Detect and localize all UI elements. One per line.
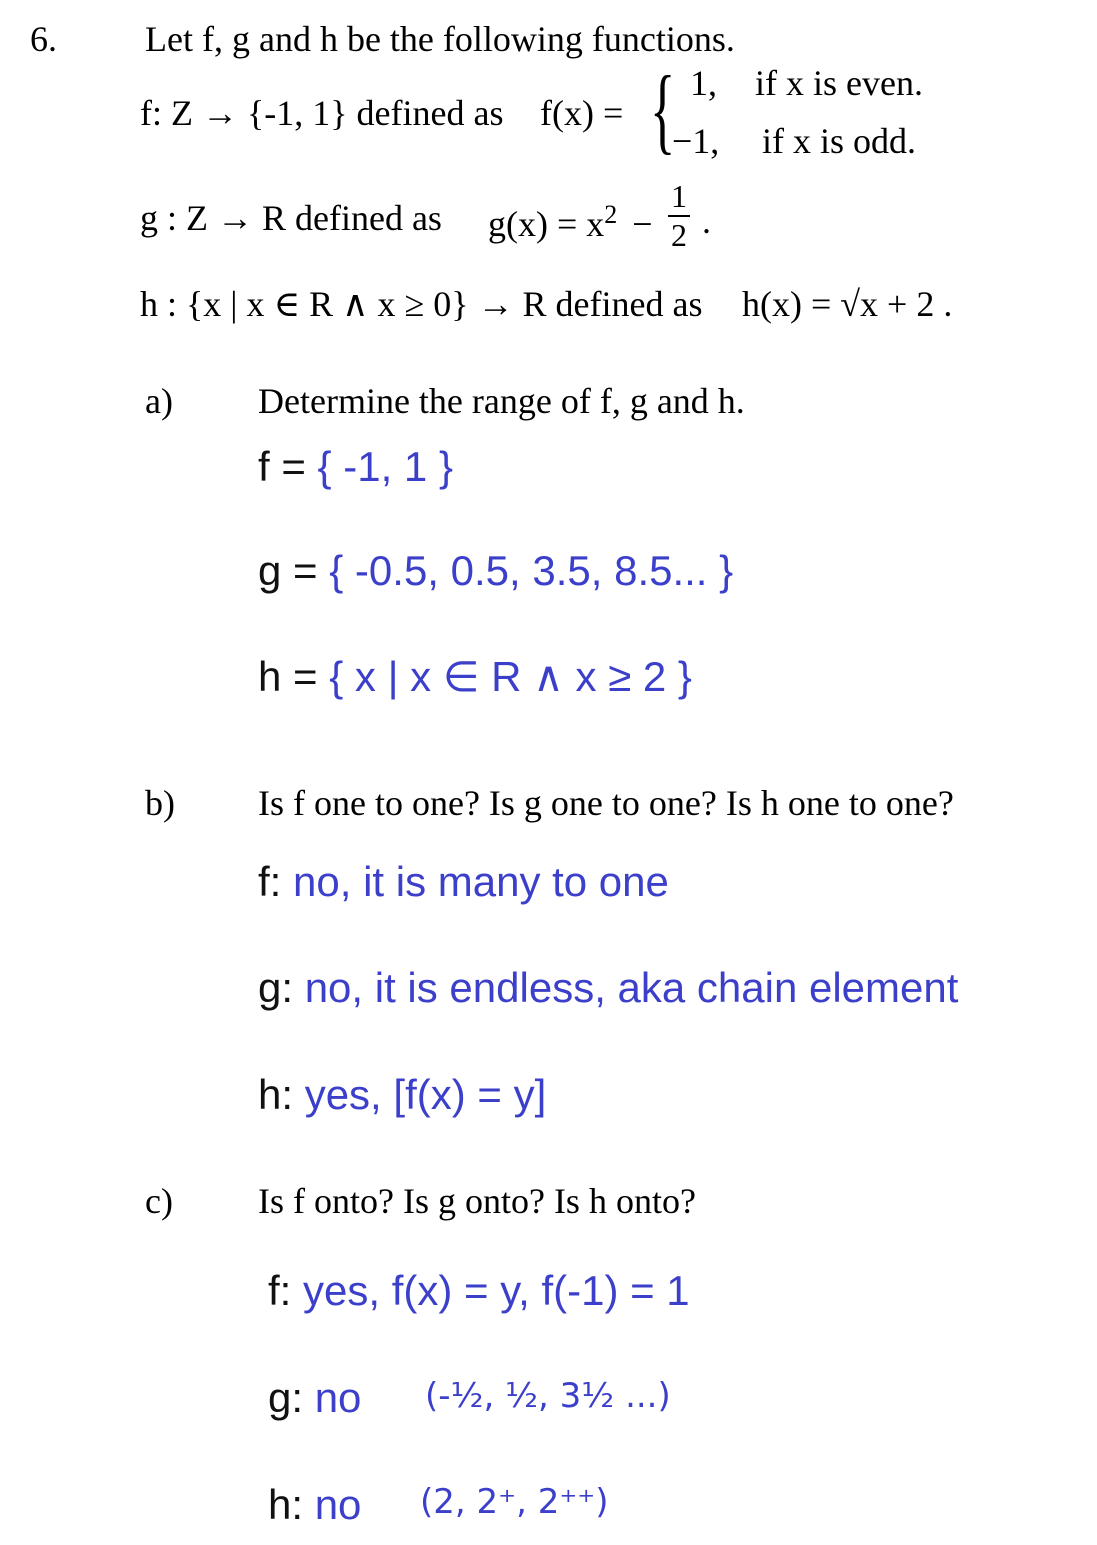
answer-prefix: f: xyxy=(258,858,294,905)
answer-prefix: h = xyxy=(258,653,330,700)
answer-text: no xyxy=(314,1374,362,1421)
g-fraction-numerator: 1 xyxy=(668,178,690,217)
f-case1-cond: if x is even. xyxy=(755,63,923,103)
part-c-handwritten-note-g: (-½, ½, 3½ ...) xyxy=(425,1376,671,1416)
answer-text: yes, [f(x) = y] xyxy=(304,1071,547,1118)
h-formula: h(x) = √x + 2 . xyxy=(742,284,953,324)
part-a-answer-h xyxy=(258,652,692,701)
answer-text: { -0.5, 0.5, 3.5, 8.5... } xyxy=(329,547,734,594)
answer-prefix: g: xyxy=(258,964,305,1011)
answer-text: no, it is endless, aka chain element xyxy=(304,964,959,1011)
problem-intro: Let f, g and h be the following functions. xyxy=(145,19,735,59)
answer-prefix: h: xyxy=(258,1071,305,1118)
answer-text: { -1, 1 } xyxy=(317,443,453,490)
f-lhs: f(x) = xyxy=(540,93,624,133)
answer-text: no, it is many to one xyxy=(293,858,669,905)
g-fraction-denominator: 2 xyxy=(671,216,687,253)
g-exponent: 2 xyxy=(604,200,618,229)
part-c-handwritten-note-h: (2, 2⁺, 2⁺⁺) xyxy=(420,1482,609,1522)
part-c-answer-g xyxy=(268,1374,361,1422)
answer-prefix: h: xyxy=(268,1481,315,1528)
g-end: . xyxy=(702,201,711,241)
part-b-answer-g xyxy=(258,964,958,1012)
part-c-label: c) xyxy=(145,1181,173,1221)
part-a-answer-f xyxy=(258,443,453,491)
f-brace: { xyxy=(650,56,676,163)
part-a-answer-g xyxy=(258,547,733,595)
g-formula xyxy=(488,200,653,245)
answer-prefix: f: xyxy=(268,1267,304,1314)
answer-text: no xyxy=(314,1481,362,1528)
g-fraction xyxy=(668,178,690,254)
answer-prefix: f = xyxy=(258,443,318,490)
g-lhs: g(x) = x xyxy=(488,204,605,244)
part-a-question: Determine the range of f, g and h. xyxy=(258,381,745,421)
g-minus: − xyxy=(632,204,653,244)
part-c-answer-h xyxy=(268,1481,361,1529)
part-b-label: b) xyxy=(145,783,175,823)
part-c-question: Is f onto? Is g onto? Is h onto? xyxy=(258,1181,696,1221)
answer-text: yes, f(x) = y, f(-1) = 1 xyxy=(303,1267,690,1314)
f-signature: f: Z → {-1, 1} defined as xyxy=(140,93,504,133)
answer-prefix: g = xyxy=(258,547,330,594)
g-signature: g : Z → R defined as xyxy=(140,198,442,238)
part-a-label: a) xyxy=(145,381,173,421)
f-case2-cond: if x is odd. xyxy=(762,121,917,161)
answer-prefix: g: xyxy=(268,1374,315,1421)
part-c-answer-f xyxy=(268,1267,690,1315)
part-b-answer-f xyxy=(258,858,669,906)
h-signature: h : {x | x ∈ R ∧ x ≥ 0} → R defined as xyxy=(140,284,703,324)
problem-number: 6. xyxy=(30,19,57,59)
part-b-answer-h xyxy=(258,1071,546,1119)
f-case1-value: 1, xyxy=(690,63,717,103)
f-case2-value: −1, xyxy=(672,121,720,161)
part-b-question: Is f one to one? Is g one to one? Is h one to one? xyxy=(258,783,954,823)
answer-text: { x | x ∈ R ∧ x ≥ 2 } xyxy=(329,653,692,700)
